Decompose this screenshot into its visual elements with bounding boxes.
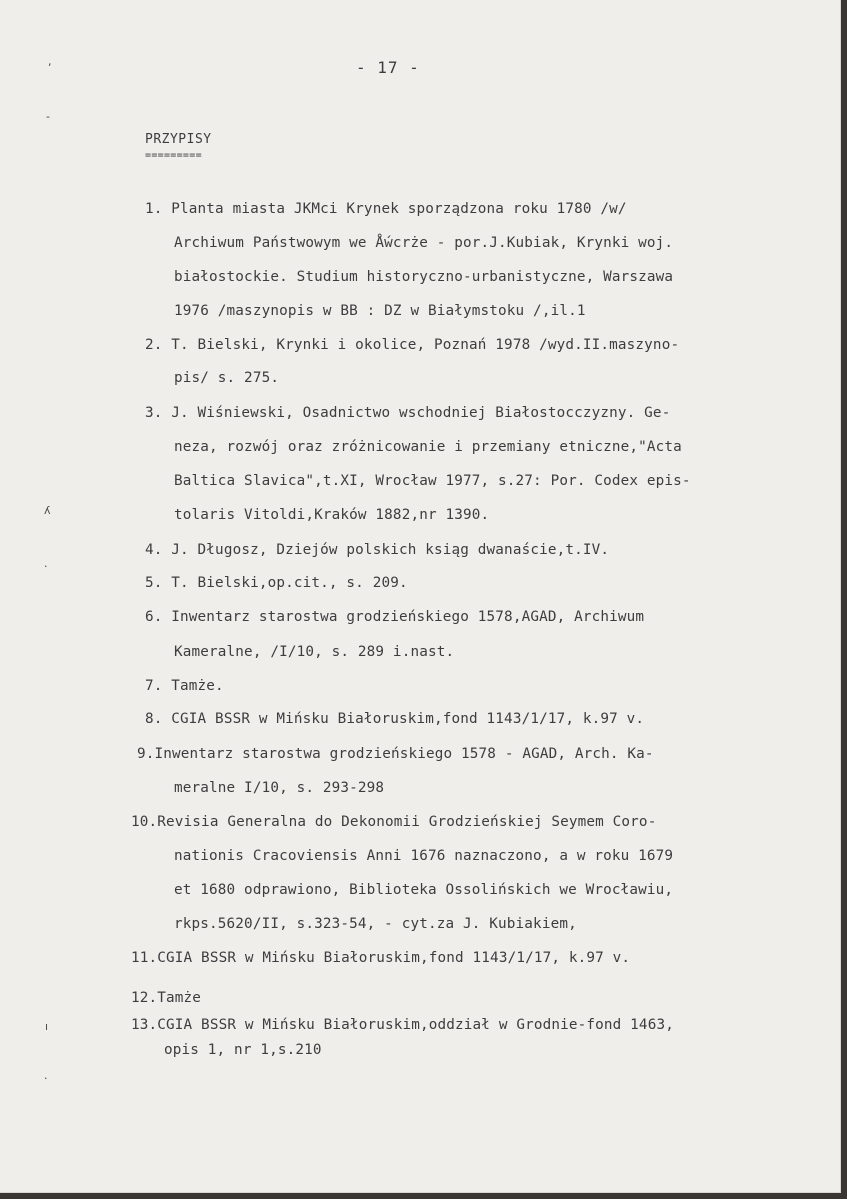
margin-speck: ı (45, 1020, 49, 1033)
footnote-line: białostockie. Studium historyczno-urbanistyczne, Warszawa (174, 269, 674, 285)
footnote-line: 8. CGIA BSSR w Mińsku Białoruskim,fond 1143/1/17, k.97 v. (145, 711, 645, 727)
footnote-line: pis/ s. 275. (174, 370, 280, 386)
page-number: - 17 - (356, 58, 420, 77)
heading-underline: ========= (145, 150, 202, 161)
footnote-line: rkps.5620/II, s.323-54, - cyt.za J. Kubiakiem, (174, 916, 577, 932)
footnote-line: 9.Inwentarz starostwa grodzieńskiego 1578 - AGAD, Arch. Ka- (137, 746, 654, 762)
footnote-line: neza, rozwój oraz zróżnicowanie i przemiany etniczne,"Acta (174, 439, 682, 455)
footnote-line: 1976 /maszynopis w BB : DZ w Białymstoku /,il.1 (174, 303, 586, 319)
footnote-line: 6. Inwentarz starostwa grodzieńskiego 1578,AGAD, Archiwum (145, 609, 645, 625)
footnotes-heading: PRZYPISY (145, 132, 212, 147)
margin-speck: · (44, 1072, 48, 1085)
footnote-line: 12.Tamże (131, 990, 202, 1006)
footnote-line: Archiwum Państwowym we Ǻwcrże - por.J.Kubiak, Krynki woj. (174, 235, 674, 251)
footnote-line: Baltica Slavica",t.XI, Wrocław 1977, s.27: Por. Codex epis- (174, 473, 691, 489)
margin-speck: - (46, 110, 50, 123)
footnote-line: 11.CGIA BSSR w Mińsku Białoruskim,fond 1143/1/17, k.97 v. (131, 950, 631, 966)
margin-speck: · (44, 560, 48, 573)
footnote-line: 3. J. Wiśniewski, Osadnictwo wschodniej Białostocczyzny. Ge- (145, 405, 671, 421)
margin-speck: , (48, 55, 52, 68)
footnote-line: 2. T. Bielski, Krynki i okolice, Poznań 1978 /wyd.II.maszyno- (145, 337, 680, 353)
footnote-line: tolaris Vitoldi,Kraków 1882,nr 1390. (174, 507, 490, 523)
footnote-line: meralne I/10, s. 293-298 (174, 780, 385, 796)
footnote-line: 1. Planta miasta JKMci Krynek sporządzona roku 1780 /w/ (145, 201, 627, 217)
footnote-line: opis 1, nr 1,s.210 (164, 1042, 322, 1058)
footnote-line: 5. T. Bielski,op.cit., s. 209. (145, 575, 408, 591)
footnote-line: et 1680 odprawiono, Biblioteka Ossolińskich we Wrocławiu, (174, 882, 674, 898)
footnote-line: 7. Tamże. (145, 678, 224, 694)
footnote-line: nationis Cracoviensis Anni 1676 naznaczono, a w roku 1679 (174, 848, 674, 864)
footnote-line: 10.Revisia Generalna do Dekonomii Grodzieńskiej Seymem Coro- (131, 814, 657, 830)
footnote-line: Kameralne, /I/10, s. 289 i.nast. (174, 644, 455, 660)
footnote-line: 13.CGIA BSSR w Mińsku Białoruskim,oddział w Grodnie-fond 1463, (131, 1017, 674, 1033)
margin-speck: ʎ (44, 504, 51, 517)
footnote-line: 4. J. Długosz, Dziejów polskich ksiąg dwanaście,t.IV. (145, 542, 610, 558)
